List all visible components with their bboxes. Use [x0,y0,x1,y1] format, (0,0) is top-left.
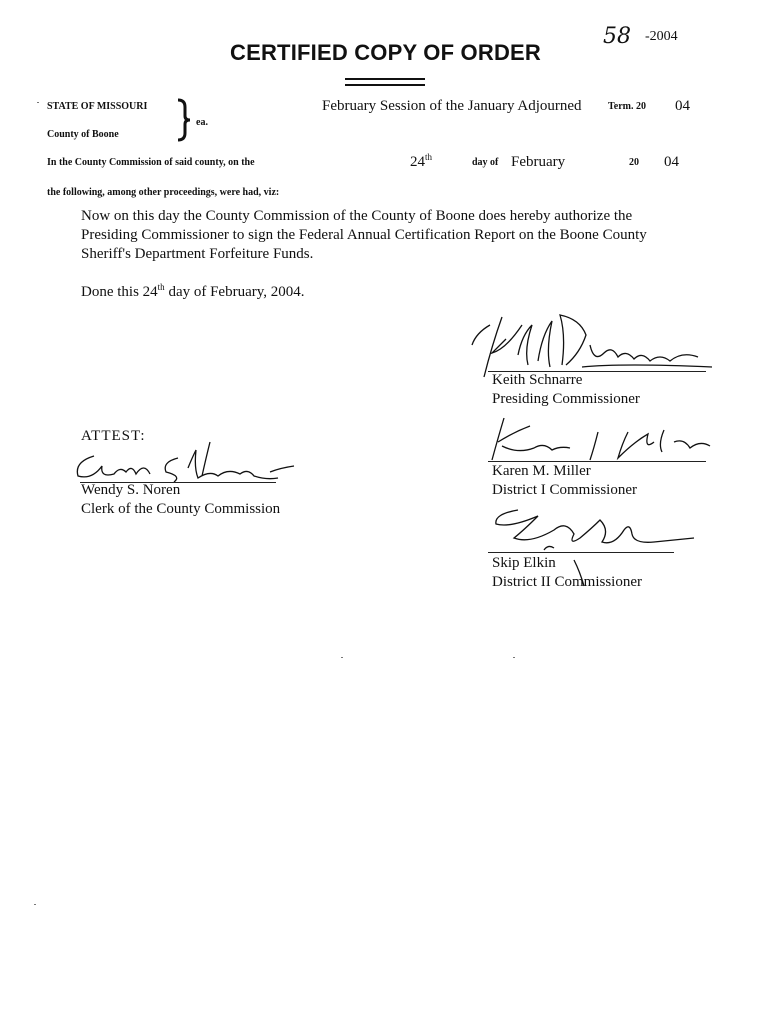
done-prefix: Done this 24 [81,284,158,300]
day-suffix: th [425,152,433,162]
term-label: Term. 20 [608,101,646,112]
brace-icon [176,98,192,142]
scan-dot [513,657,515,658]
attest-label: ATTEST: [81,428,146,444]
scan-dot [341,657,343,658]
district2-title: District II Commissioner [492,574,642,590]
proceedings-line: the following, among other proceedings, were had, viz: [47,187,280,198]
order-paragraph: Now on this day the County Commission of the County of Boone does hereby authorize the Presiding Commissioner to sign the Federal Annual Certification Report on the Boone County Sheriff's Department Forfeiture Funds. [81,208,647,262]
month-value: February [511,154,566,170]
county-label: County of Boone [47,129,119,140]
district2-signature-line [488,552,674,553]
district1-signature-line [488,461,706,462]
district1-title: District I Commissioner [492,482,637,498]
order-year: -2004 [645,29,678,44]
done-rest: day of February, 2004. [164,284,305,300]
done-sup: th [157,282,165,292]
term-value: 04 [675,98,690,114]
title-rule-2 [345,84,425,86]
scan-dot [34,904,36,905]
state-label: STATE OF MISSOURI [47,101,148,112]
done-line [81,284,305,301]
district2-name: Skip Elkin [492,555,556,571]
presiding-title: Presiding Commissioner [492,391,640,407]
commission-line: In the County Commission of said county, on the [47,157,255,168]
page-title: CERTIFIED COPY OF ORDER [230,40,541,65]
order-number: 58 [603,24,631,49]
day-value [410,154,432,171]
year-label: 20 [629,157,639,168]
year-value: 04 [664,154,679,170]
title-rule-1 [345,78,425,80]
scan-dot [37,102,39,103]
clerk-name: Wendy S. Noren [81,482,181,498]
order-body [81,207,681,264]
district1-name: Karen M. Miller [492,463,591,479]
session-text: February Session of the January Adjourned [322,98,582,114]
day-number: 24 [410,154,425,170]
clerk-title: Clerk of the County Commission [81,501,281,517]
day-of-label: day of [472,157,499,168]
clerk-signature [70,438,310,488]
district1-signature [478,412,728,467]
presiding-name: Keith Schnarre [492,372,583,388]
ss-label: ea. [196,117,208,128]
